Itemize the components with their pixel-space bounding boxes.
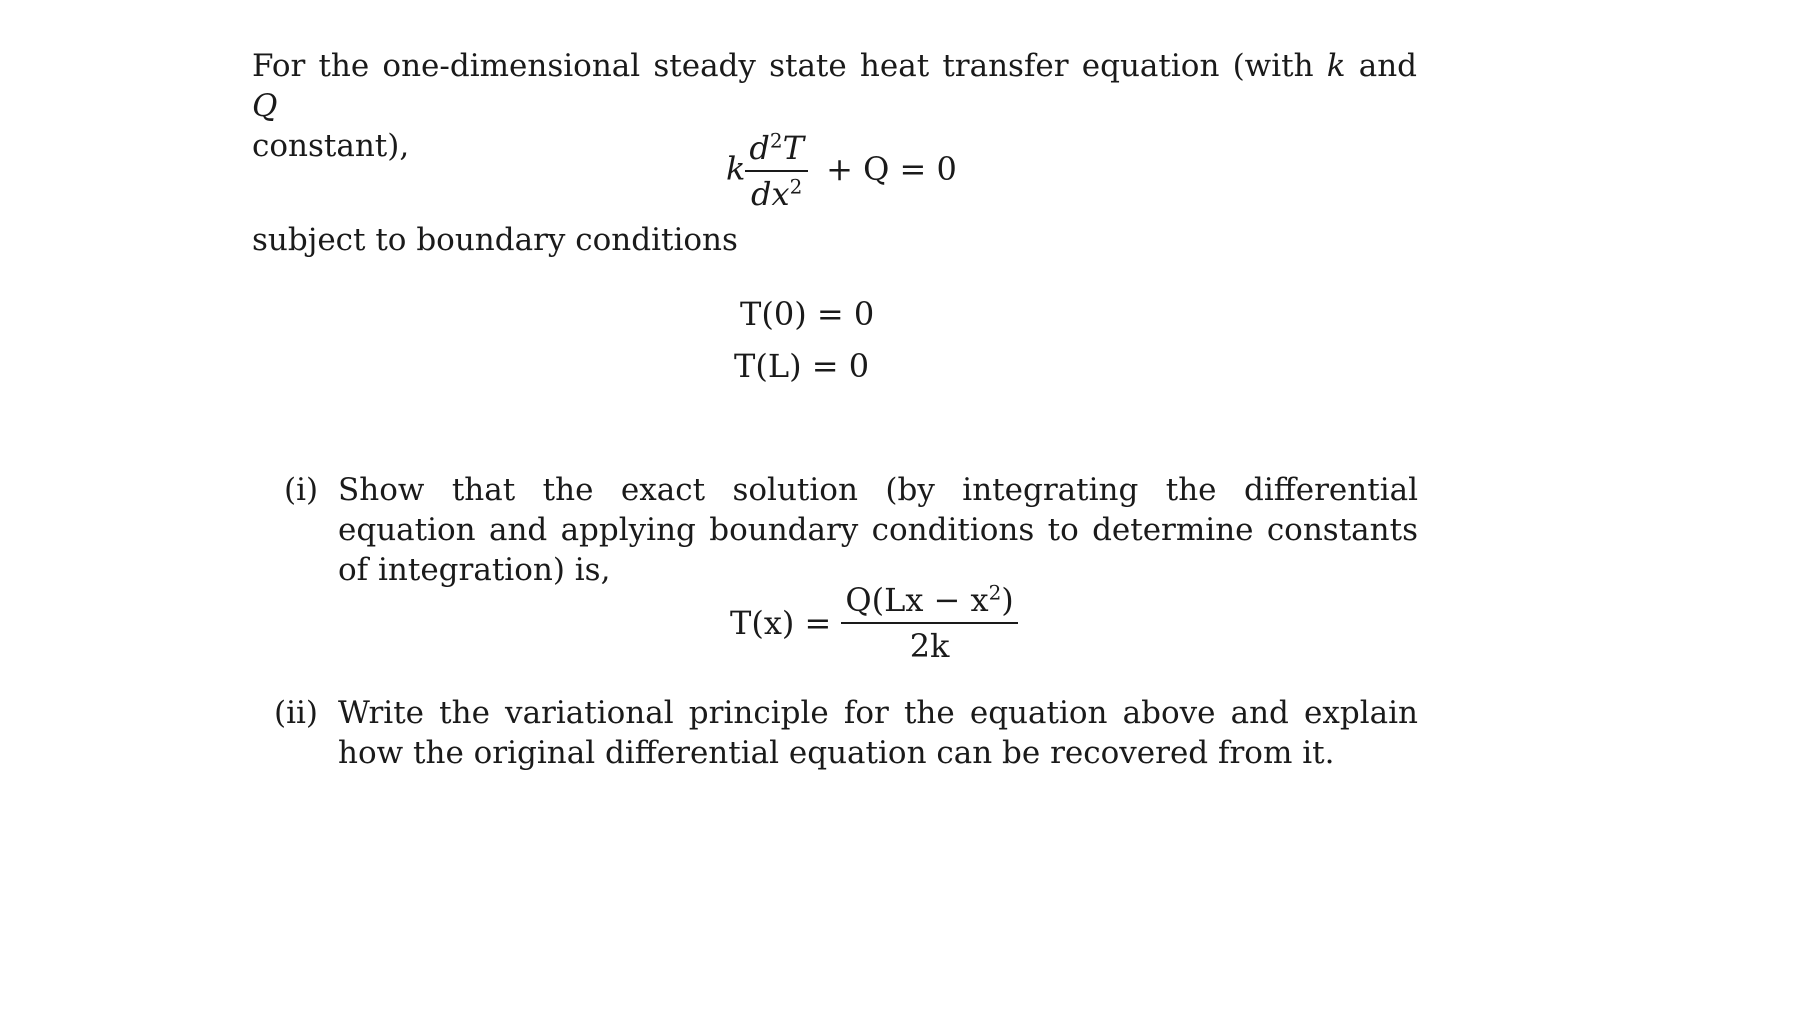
- intro-line2-text: constant),: [252, 128, 410, 164]
- heat-equation: [726, 128, 957, 214]
- eq1-denominator: [745, 174, 808, 214]
- eq1-num-T: T: [782, 129, 804, 167]
- solution-fraction-bar: [841, 622, 1017, 624]
- solution-num-post: ): [1001, 581, 1014, 619]
- bc-intro: subject to boundary conditions: [252, 222, 738, 258]
- var-k: k: [1326, 48, 1346, 84]
- eq1-den-sup: 2: [789, 174, 803, 199]
- eq1-numerator: [745, 128, 808, 168]
- solution-numerator: [841, 580, 1017, 620]
- solution-num-sup: 2: [988, 580, 1002, 605]
- eq1-fraction-bar: [745, 170, 808, 172]
- intro-line1-text: For the one-dimensional steady state heat transfer equation (with: [252, 48, 1327, 84]
- solution-lhs: T(x) =: [730, 604, 832, 642]
- solution-num-pre: Q(Lx − x: [845, 581, 989, 619]
- part-ii-label: (ii): [274, 695, 319, 731]
- eq1-fraction: [745, 128, 808, 214]
- eq1-num-sup: 2: [769, 128, 783, 153]
- intro-and: and: [1345, 48, 1417, 84]
- var-Q: Q: [252, 88, 278, 124]
- eq1-den-dx: dx: [751, 175, 790, 213]
- solution-fraction: [841, 580, 1017, 666]
- eq1-num-d: d: [749, 129, 770, 167]
- part-i-label: (i): [284, 472, 319, 508]
- solution-denominator: 2k: [909, 627, 950, 665]
- part-ii-text: Write the variational principle for the equation above and explain how the original differential equation can be recovered from it.: [338, 695, 1418, 771]
- boundary-condition-2: T(L) = 0: [734, 347, 870, 385]
- eq1-coef: k: [726, 149, 746, 188]
- exact-solution: [730, 580, 1018, 666]
- part-i-text: Show that the exact solution (by integrating the differential equation and applying boundary conditions to determine constants of integration) is,: [338, 472, 1418, 588]
- eq1-rest: + Q = 0: [826, 149, 957, 188]
- boundary-condition-1: T(0) = 0: [740, 295, 875, 333]
